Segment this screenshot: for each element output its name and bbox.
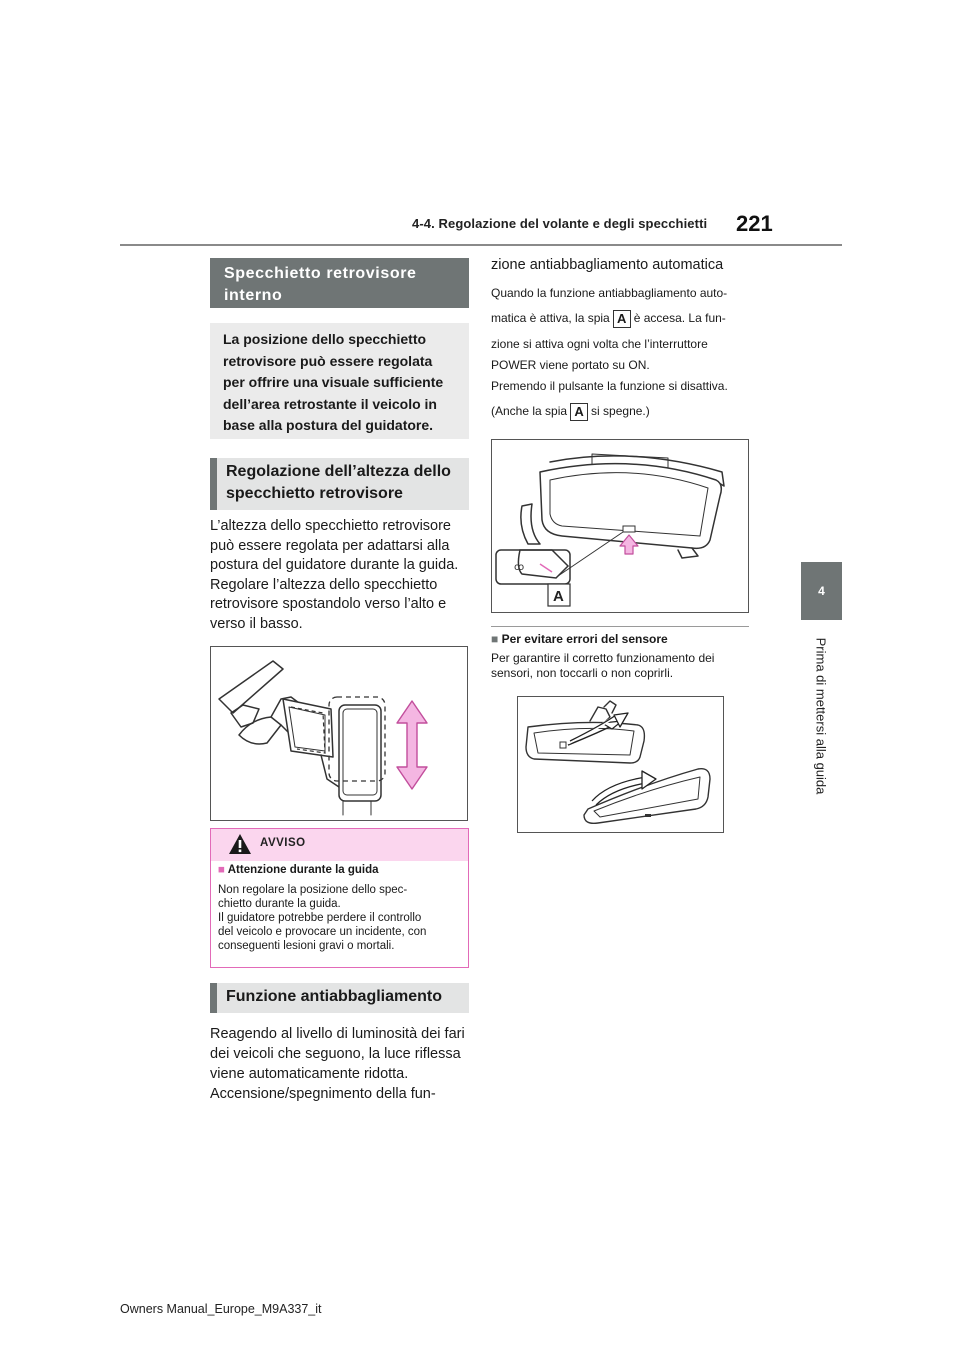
warning-line: chietto durante la guida.	[218, 898, 341, 910]
continued-line: zione antiabbagliamento automatica	[491, 257, 724, 273]
warning-label: AVVISO	[260, 837, 306, 849]
intro-line: dell’area retrostante il veicolo in	[223, 395, 437, 412]
sensor-line: sensori, non toccarli o non coprirli.	[491, 666, 674, 680]
body-line: Regolare l’altezza dello specchietto	[210, 576, 438, 593]
body-line: dei veicoli che seguono, la luce riflessa	[210, 1046, 461, 1062]
warning-line: Non regolare la posizione dello spec-	[218, 884, 408, 896]
warning-box	[210, 828, 469, 968]
sensor-note-title-row	[491, 632, 753, 647]
body-line: Accensione/spegnimento della fun-	[210, 1086, 436, 1102]
section-heading: Specchietto retrovisore interno	[210, 258, 469, 308]
header-section-title: 4-4. Regolazione del volante e degli specchietti	[412, 216, 708, 231]
intro-line: base alla postura del guidatore.	[223, 417, 434, 433]
callout-a-label: A	[553, 588, 564, 605]
warning-triangle-icon	[228, 833, 252, 855]
sensor-note-title: Per evitare errori del sensore	[501, 632, 668, 646]
mirror-indicator-figure	[491, 439, 749, 613]
body-line: può essere regolata per adattarsi alla	[210, 537, 450, 554]
square-bullet-icon: ■	[491, 632, 499, 646]
svg-text:ꝏ: ꝏ	[514, 562, 525, 573]
desc-line: POWER viene portato su ON.	[491, 358, 650, 372]
body-line: postura del guidatore durante la guida.	[210, 557, 459, 573]
body-line: verso il basso.	[210, 615, 303, 632]
warning-line: del veicolo e provocare un incidente, con	[218, 926, 427, 938]
chapter-title: Prima di mettersi alla guida	[813, 637, 829, 795]
desc-line: zione si attiva ogni volta che l’interruttore	[491, 337, 708, 351]
divider	[491, 626, 749, 627]
antidazzle-text	[210, 1024, 474, 1104]
warning-body	[218, 883, 463, 953]
antidazzle-heading: Funzione antiabbagliamento	[210, 983, 469, 1013]
desc-text: si spegne.)	[591, 404, 650, 419]
body-line: L’altezza dello specchietto retrovisore	[210, 518, 451, 534]
height-adjust-heading: Regolazione dell’altezza dello specchietto retrovisore	[210, 458, 469, 510]
desc-text: è accesa. La fun-	[633, 311, 726, 326]
desc-line-callout	[491, 310, 761, 328]
chapter-title-vertical	[808, 632, 834, 800]
mirror-indicator-illustration	[492, 440, 748, 612]
square-bullet-icon: ■	[218, 864, 225, 876]
height-adjust-text	[210, 517, 472, 634]
body-line: retrovisore spostandolo verso l’alto e	[210, 596, 447, 612]
warning-line: Il guidatore potrebbe perdere il controllo	[218, 912, 422, 924]
header-rule	[120, 244, 842, 246]
warning-subtitle-row	[218, 864, 379, 876]
intro-box	[210, 323, 469, 439]
callout-a: A	[570, 403, 588, 421]
warning-header	[211, 829, 468, 861]
intro-line: per offrire una visuale sufficiente	[223, 374, 444, 390]
mirror-sensor-figure	[517, 696, 724, 833]
sensor-note	[491, 632, 753, 681]
desc-line: Quando la funzione antiabbagliamento auto-	[491, 286, 728, 300]
chapter-tab: 4	[801, 562, 842, 620]
body-line: viene automaticamente ridotta.	[210, 1066, 409, 1082]
desc-text: (Anche la spia	[491, 404, 568, 419]
desc-text: matica è attiva, la spia	[491, 311, 610, 326]
mirror-height-figure	[210, 646, 468, 821]
warning-line: conseguenti lesioni gravi o mortali.	[218, 940, 395, 952]
mirror-height-illustration	[211, 647, 467, 820]
intro-line: retrovisore può essere regolata	[223, 352, 433, 369]
callout-a: A	[613, 310, 631, 328]
warning-subtitle: Attenzione durante la guida	[227, 864, 379, 876]
page-number: 221	[736, 211, 773, 236]
antidazzle-description	[491, 286, 761, 421]
intro-line: La posizione dello specchietto	[223, 331, 427, 347]
mirror-sensor-illustration	[518, 697, 723, 832]
desc-line: Premendo il pulsante la funzione si disattiva.	[491, 379, 728, 393]
sensor-line: Per garantire il corretto funzionamento dei	[491, 651, 715, 665]
desc-line-callout	[491, 403, 761, 421]
footer-text: Owners Manual_Europe_M9A337_it	[120, 1302, 322, 1316]
body-line: Reagendo al livello di luminosità dei fari	[210, 1026, 465, 1042]
